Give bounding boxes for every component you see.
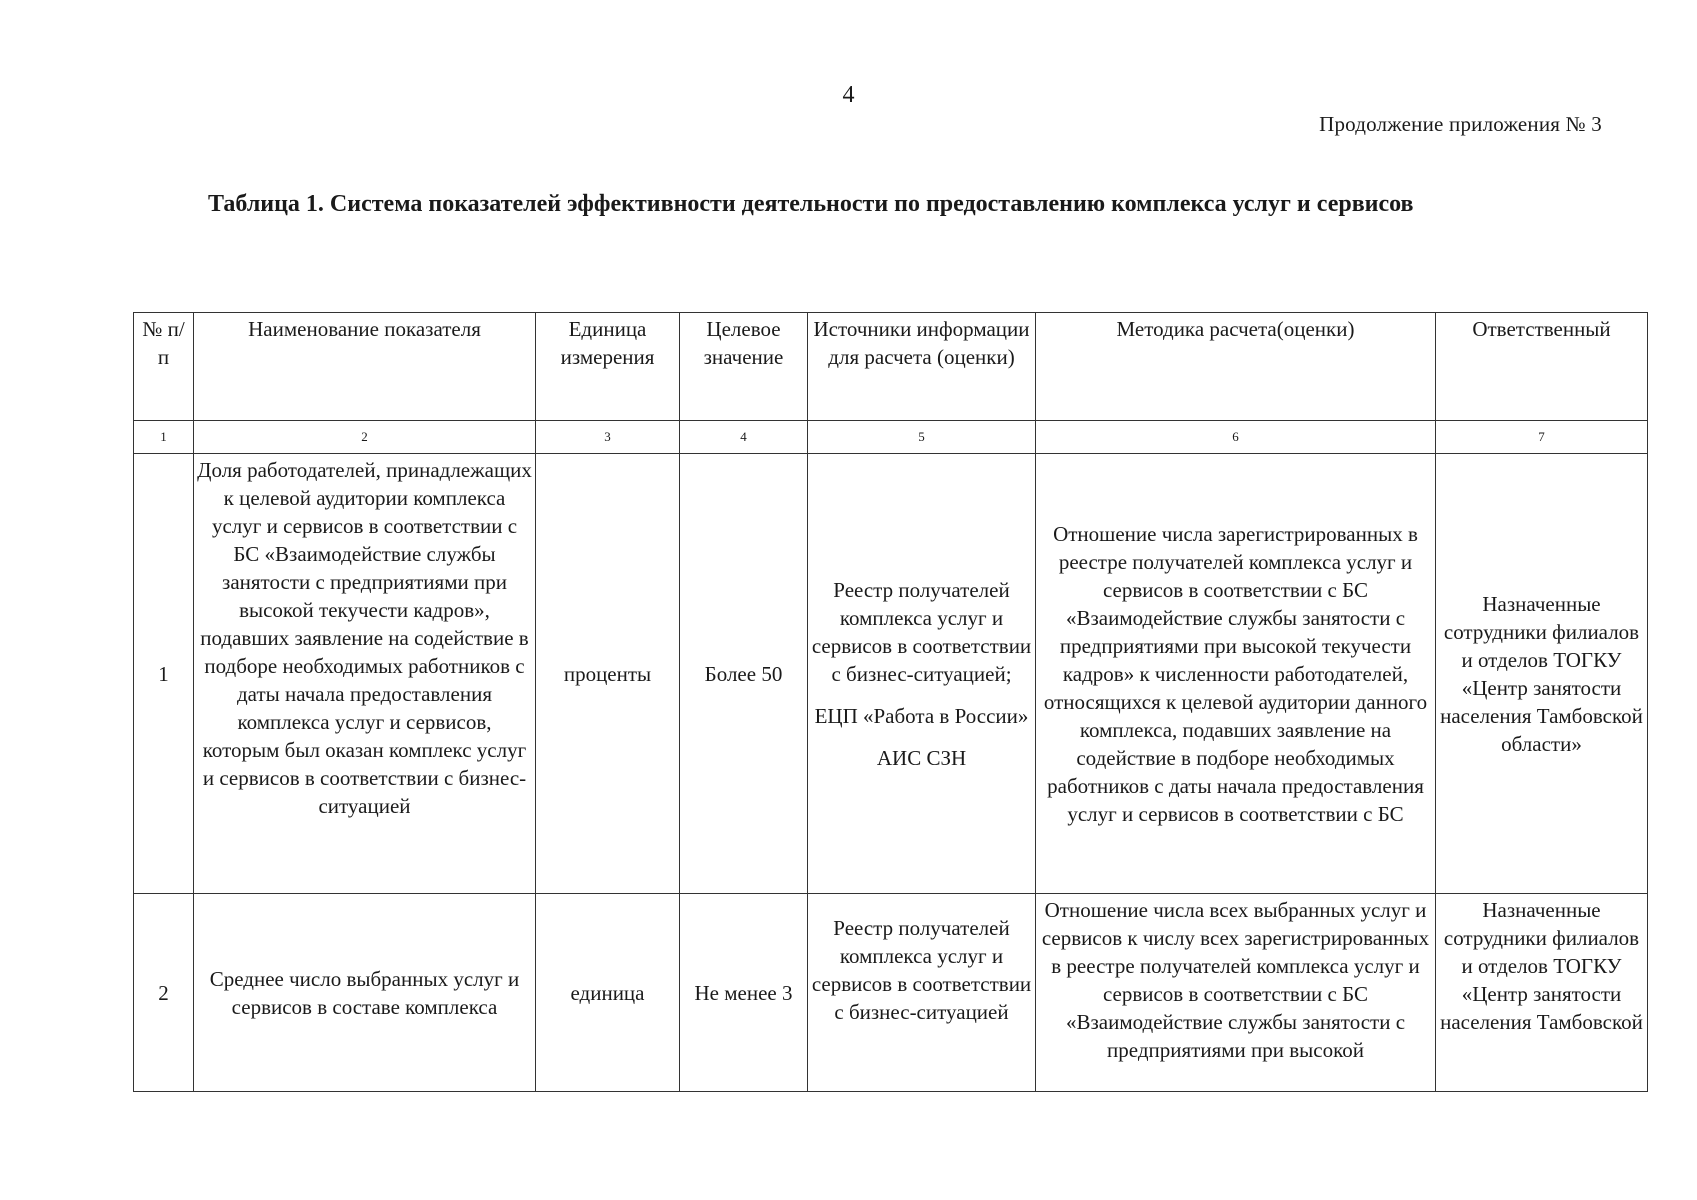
target-value: Не менее 3 [680, 894, 808, 1092]
unit-of-measure: проценты [536, 454, 680, 894]
source-item: АИС СЗН [876, 745, 967, 770]
column-number: 7 [1436, 421, 1648, 454]
column-number: 6 [1036, 421, 1436, 454]
appendix-note: Продолжение приложения № 3 [1319, 112, 1602, 136]
target-value: Более 50 [680, 454, 808, 894]
header-target: Целевое значение [680, 313, 808, 421]
calculation-method: Отношение числа зарегистрированных в реестре получателей комплекса услуг и сервисов в соответствии с БС «Взаимодействие службы занятости с предприятиями при высокой текучести кадров» к численности работодателей, относящихся к целевой аудитории данного комплекса, подавших заявление на содействие в подборе необходимых работников с даты начала предоставления услуг и сервисов в соответствии с БС [1036, 454, 1436, 894]
unit-of-measure: единица [536, 894, 680, 1092]
source-item: Реестр получателей комплекса услуг и сервисов в соответствии с бизнес-ситуацией [811, 916, 1032, 1024]
source-item: ЕЦП «Работа в России» [814, 703, 1029, 728]
row-number: 2 [134, 894, 194, 1092]
table-title-text: Таблица 1. Система показателей эффективности деятельности по предоставлению комплекса услуг и сервисов [208, 191, 1414, 217]
source-item: Реестр получателей комплекса услуг и сервисов в соответствии с бизнес-ситуацией; [811, 577, 1032, 686]
calculation-method: Отношение числа всех выбранных услуг и сервисов к числу всех зарегистрированных в реестре получателей комплекса услуг и сервисов в соответствии с БС «Взаимодействие службы занятости с предприятиями при высокой [1036, 894, 1436, 1092]
info-sources [808, 894, 1036, 1092]
header-responsible: Ответственный [1436, 313, 1648, 421]
responsible-party: Назначенные сотрудники филиалов и отделов ТОГКУ «Центр занятости населения Тамбовской [1436, 894, 1648, 1092]
table-title [133, 186, 1573, 222]
indicator-name: Доля работодателей, принадлежащих к целевой аудитории комплекса услуг и сервисов в соответствии с БС «Взаимодействие службы занятости с предприятиями при высокой текучести кадров», подавших заявление на содействие в подборе необходимых работников с даты начала предоставления комплекса услуг и сервисов, которым был оказан комплекс услуг и сервисов в соответствии с бизнес-ситуацией [194, 454, 536, 894]
column-number: 5 [808, 421, 1036, 454]
header-row [134, 313, 1648, 421]
table-row [134, 894, 1648, 1092]
column-number: 2 [194, 421, 536, 454]
header-num: № п/ п [134, 313, 194, 421]
header-method: Методика расчета(оценки) [1036, 313, 1436, 421]
header-name: Наименование показателя [194, 313, 536, 421]
responsible-party: Назначенные сотрудники филиалов и отделов ТОГКУ «Центр занятости населения Тамбовской области» [1436, 454, 1648, 894]
kpi-table [133, 312, 1648, 1092]
column-number: 1 [134, 421, 194, 454]
column-number-row [134, 421, 1648, 454]
table-row [134, 454, 1648, 894]
row-number: 1 [134, 454, 194, 894]
column-number: 3 [536, 421, 680, 454]
page-number: 4 [842, 82, 855, 108]
header-unit: Единица измерения [536, 313, 680, 421]
column-number: 4 [680, 421, 808, 454]
header-sources: Источники информации для расчета (оценки) [808, 313, 1036, 421]
indicator-name: Среднее число выбранных услуг и сервисов в составе комплекса [194, 894, 536, 1092]
info-sources [808, 454, 1036, 894]
